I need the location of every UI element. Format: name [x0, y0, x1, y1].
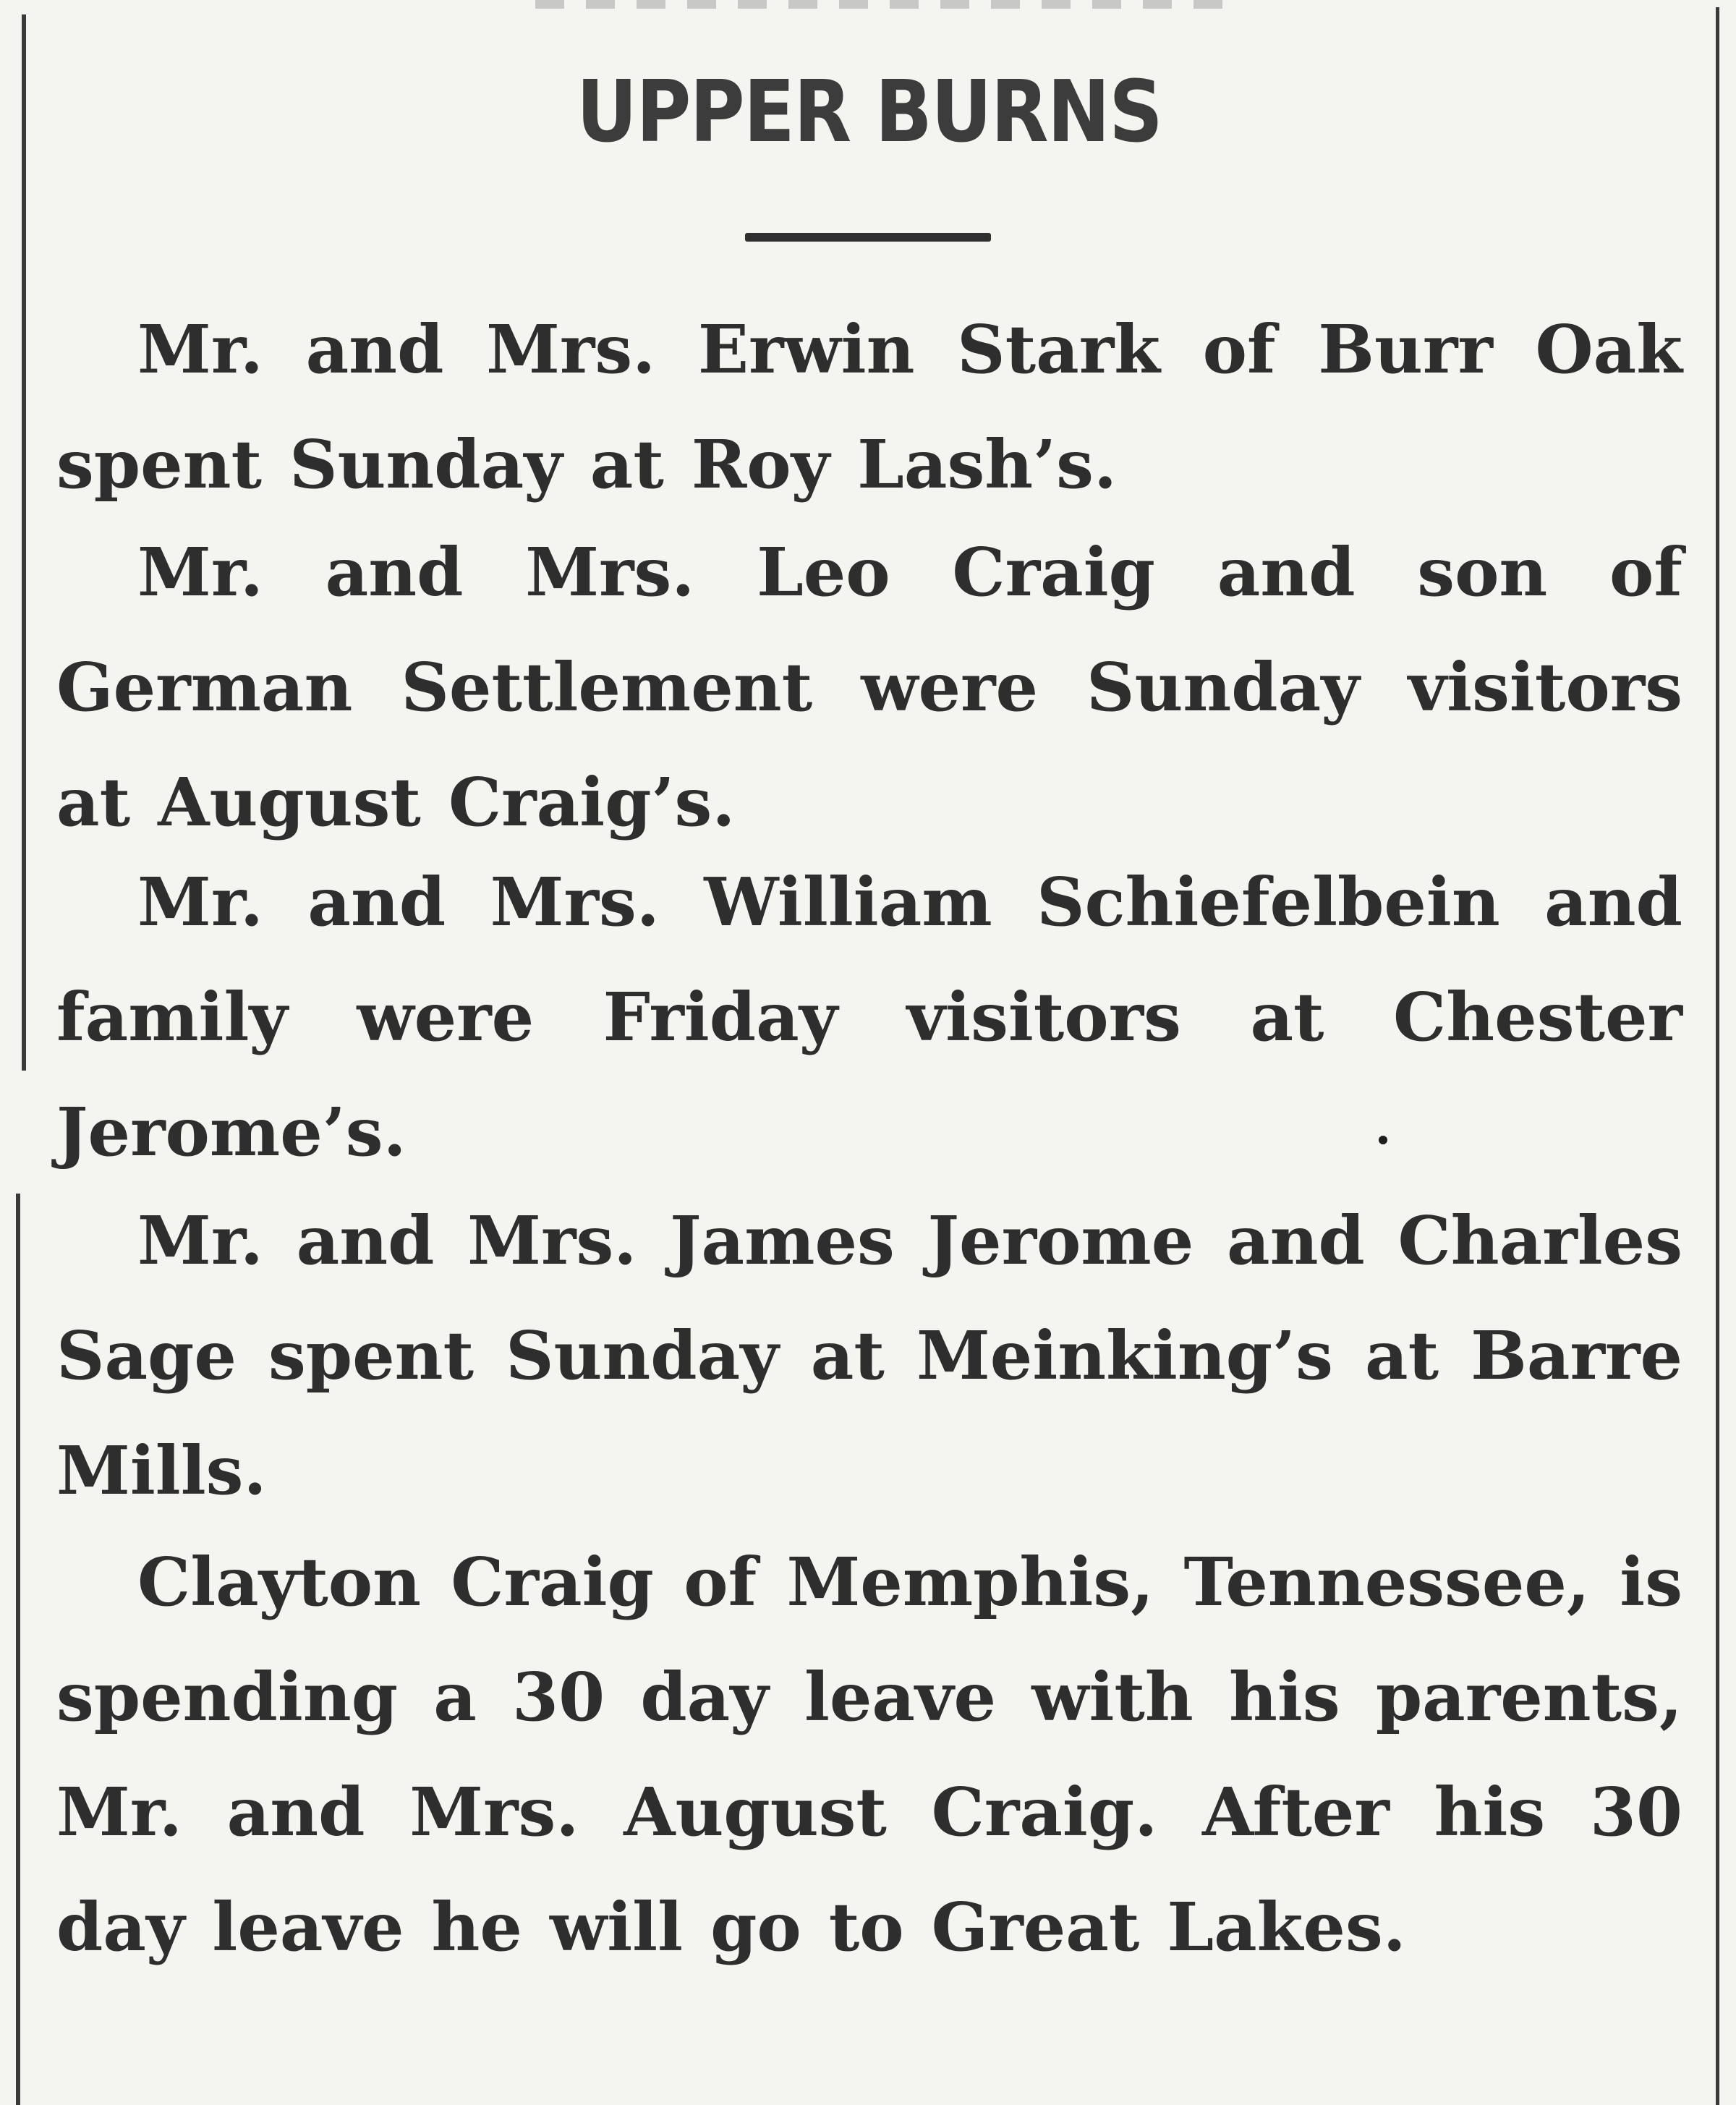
- column-rule-right: [1716, 7, 1719, 2105]
- news-item-2: Mr. and Mrs. Leo Craig and son of German Settlement were Sunday visitors at August Craig’s.: [56, 533, 1682, 841]
- torn-top-edge: [535, 0, 1244, 9]
- news-item-4: Mr. and Mrs. James Jerome and Charles Sage spent Sunday at Meinking’s at Barre Mills.: [56, 1202, 1682, 1510]
- column-rule-left: [22, 14, 26, 1071]
- news-item-5: Clayton Craig of Memphis, Tennessee, is spending a 30 day leave with his parents, Mr. and Mrs. August Craig. After his 30 day leave he will go to Great Lakes.: [56, 1543, 1682, 1966]
- news-item-1: Mr. and Mrs. Erwin Stark of Burr Oak spent Sunday at Roy Lash’s.: [56, 310, 1682, 503]
- headline: UPPER BURNS: [576, 61, 1162, 161]
- news-item-3: Mr. and Mrs. William Schiefelbein and family were Friday visitors at Chester Jerome’s.: [56, 863, 1682, 1171]
- headline-divider: [745, 233, 991, 242]
- column-rule-left-lower: [16, 1194, 20, 2105]
- ink-speck: [1379, 1136, 1387, 1144]
